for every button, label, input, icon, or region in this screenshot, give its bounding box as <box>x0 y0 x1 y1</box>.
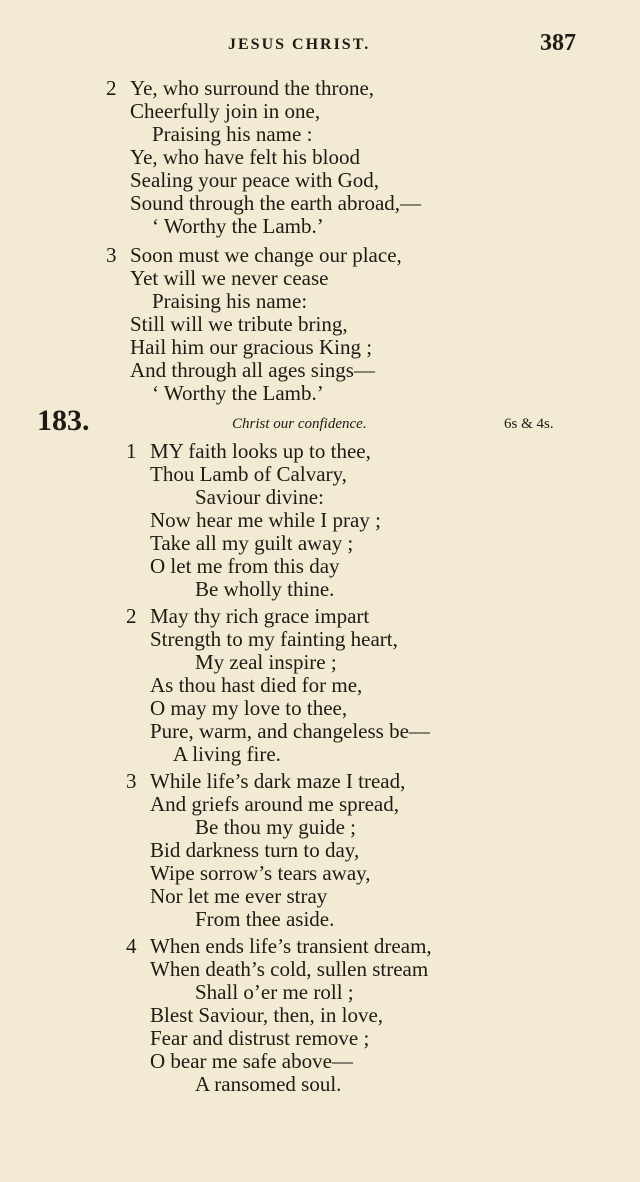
verse-line: ‘ Worthy the Lamb.’ <box>152 214 324 238</box>
verse-line: And griefs around me spread, <box>150 792 400 816</box>
page-number: 387 <box>540 30 576 56</box>
verse-line: Yet will we never cease <box>130 266 329 290</box>
verse-line: ‘ Worthy the Lamb.’ <box>152 381 324 405</box>
verse-line: Ye, who surround the throne, <box>130 76 375 100</box>
stanza-number: 2 <box>126 604 137 628</box>
verse-line: Blest Saviour, then, in love, <box>150 1003 384 1027</box>
hymn-number: 183. <box>37 404 90 437</box>
verse-line: Thou Lamb of Calvary, <box>150 462 347 486</box>
hymn-meter: 6s & 4s. <box>504 416 554 432</box>
verse-line: Shall o’er me roll ; <box>195 980 354 1004</box>
verse-line: Fear and distrust remove ; <box>150 1026 370 1050</box>
verse-line: Nor let me ever stray <box>150 884 328 908</box>
verse-line: Praising his name: <box>152 289 308 313</box>
verse-line: And through all ages sings— <box>130 358 375 382</box>
stanza-number: 4 <box>126 934 137 958</box>
hymn-subtitle: Christ our confidence. <box>232 416 367 432</box>
verse-line: While life’s dark maze I tread, <box>150 769 406 793</box>
verse-line: Bid darkness turn to day, <box>150 838 360 862</box>
running-title: JESUS CHRIST. <box>228 36 371 53</box>
verse-line: Ye, who have felt his blood <box>130 145 361 169</box>
verse-line: Now hear me while I pray ; <box>150 508 381 532</box>
verse-line: From thee aside. <box>195 907 335 931</box>
verse-line: Take all my guilt away ; <box>150 531 354 555</box>
verse-line: When ends life’s transient dream, <box>150 934 432 958</box>
verse-line: O let me from this day <box>150 554 340 578</box>
verse-line: A living fire. <box>173 742 281 766</box>
verse-line: Wipe sorrow’s tears away, <box>150 861 371 885</box>
verse-line: As thou hast died for me, <box>150 673 363 697</box>
verse-line: Saviour divine: <box>195 485 324 509</box>
verse-line: Be thou my guide ; <box>195 815 356 839</box>
verse-line: Still will we tribute bring, <box>130 312 348 336</box>
verse-line: Praising his name : <box>152 122 313 146</box>
verse-line: Strength to my fainting heart, <box>150 627 398 651</box>
stanza-number: 3 <box>106 243 117 267</box>
verse-line: Soon must we change our place, <box>130 243 402 267</box>
stanza-number: 1 <box>126 439 137 463</box>
verse-line: O may my love to thee, <box>150 696 348 720</box>
verse-line: A ransomed soul. <box>195 1072 342 1096</box>
stanza-number: 2 <box>106 76 117 100</box>
verse-line: My zeal inspire ; <box>195 650 337 674</box>
verse-line: Sealing your peace with God, <box>130 168 380 192</box>
stanza-number: 3 <box>126 769 137 793</box>
verse-line: Sound through the earth abroad,— <box>130 191 422 215</box>
verse-line: MY faith looks up to thee, <box>150 439 371 463</box>
verse-line: May thy rich grace impart <box>150 604 370 628</box>
verse-line: O bear me safe above— <box>150 1049 353 1073</box>
verse-line: Hail him our gracious King ; <box>130 335 373 359</box>
verse-line: Be wholly thine. <box>195 577 335 601</box>
verse-line: Cheerfully join in one, <box>130 99 321 123</box>
running-head <box>0 30 640 60</box>
verse-line: Pure, warm, and changeless be— <box>150 719 430 743</box>
verse-line: When death’s cold, sullen stream <box>150 957 429 981</box>
